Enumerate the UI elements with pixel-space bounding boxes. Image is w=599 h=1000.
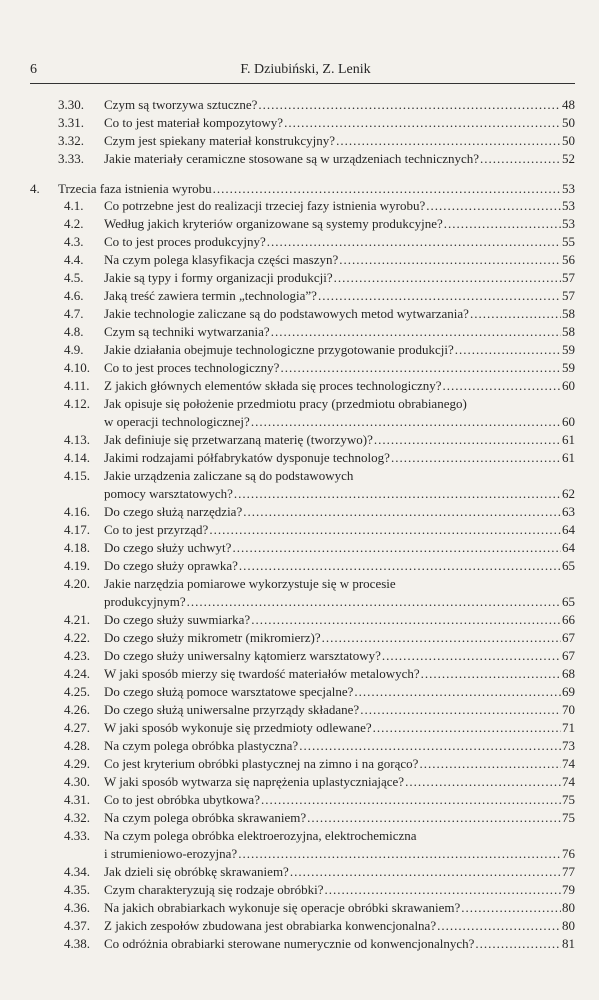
dot-leader	[461, 899, 561, 917]
dot-leader	[290, 863, 561, 881]
toc-entry-page: 60	[562, 378, 575, 393]
toc-entry-title: Jakie technologie zaliczane są do podstawowych metod wytwarzania?	[104, 306, 469, 321]
toc-entry-number: 3.30.	[58, 97, 84, 112]
toc-entry-page: 52	[562, 151, 575, 166]
toc-entry	[0, 773, 599, 791]
toc-entry-title: Na czym polega obróbka skrawaniem?	[104, 810, 307, 825]
toc-entry-page: 65	[562, 558, 575, 573]
toc-entry	[0, 114, 599, 132]
toc-entry	[0, 521, 599, 539]
toc-entry	[0, 431, 599, 449]
toc-entry-page: 70	[562, 702, 575, 717]
toc-entry	[0, 827, 599, 845]
dot-leader	[261, 791, 561, 809]
dot-leader	[391, 449, 561, 467]
toc-entry-title: W jaki sposób wytwarza się naprężenia uplastyczniające?	[104, 774, 405, 789]
dot-leader	[419, 755, 561, 773]
dot-leader	[443, 377, 561, 395]
toc-entry	[0, 377, 599, 395]
toc-entry	[0, 449, 599, 467]
toc-entry-number: 4.14.	[64, 450, 90, 465]
toc-entry-number: 4.	[30, 181, 40, 196]
toc-entry-page: 75	[562, 792, 575, 807]
toc-entry	[0, 845, 599, 863]
toc-entry-page: 74	[562, 774, 575, 789]
toc-entry	[0, 359, 599, 377]
dot-leader	[444, 215, 561, 233]
toc-entry-number: 4.9.	[64, 342, 84, 357]
toc-entry-title: Na jakich obrabiarkach wykonuje się operacje obróbki skrawaniem?	[104, 900, 461, 915]
toc-entry	[0, 305, 599, 323]
toc-entry	[0, 503, 599, 521]
dot-leader	[480, 150, 561, 168]
toc-entry	[0, 593, 599, 611]
toc-entry-title: Czym są techniki wytwarzania?	[104, 324, 270, 339]
toc-entry-number: 4.5.	[64, 270, 84, 285]
toc-entry	[0, 132, 599, 150]
toc-entry-page: 59	[562, 360, 575, 375]
dot-leader	[239, 557, 561, 575]
toc-entry	[0, 269, 599, 287]
toc-entry	[0, 701, 599, 719]
dot-leader	[280, 359, 561, 377]
toc-entry	[0, 665, 599, 683]
dot-leader	[318, 287, 561, 305]
dot-leader	[470, 305, 561, 323]
dot-leader	[284, 114, 561, 132]
toc-entry-page: 68	[562, 666, 575, 681]
toc-entry	[0, 233, 599, 251]
dot-leader	[251, 611, 561, 629]
toc-entry-title: Co to jest proces produkcyjny?	[104, 234, 266, 249]
toc-entry-page: 57	[562, 270, 575, 285]
dot-leader	[243, 503, 561, 521]
toc-entry-title: Jakie są typy i formy organizacji produkcji?	[104, 270, 333, 285]
toc-entry-number: 3.32.	[58, 133, 84, 148]
toc-entry	[0, 341, 599, 359]
toc-entry-number: 4.4.	[64, 252, 84, 267]
toc-entry-page: 67	[562, 648, 575, 663]
toc-entry-number: 4.13.	[64, 432, 90, 447]
dot-leader	[324, 881, 561, 899]
toc-entry-page: 63	[562, 504, 575, 519]
toc-entry-title: Do czego służą pomoce warsztatowe specjalne?	[104, 684, 354, 699]
toc-entry-page: 62	[562, 486, 575, 501]
toc-entry-page: 53	[562, 181, 575, 196]
toc-entry-page: 50	[562, 115, 575, 130]
toc-entry-number: 4.3.	[64, 234, 84, 249]
toc-entry-title: Do czego służy uchwyt?	[104, 540, 232, 555]
toc-entry-title: w operacji technologicznej?	[104, 414, 250, 429]
toc-entry-title: Na czym polega obróbka plastyczna?	[104, 738, 299, 753]
toc-entry	[0, 251, 599, 269]
toc-entry-title: Z jakich głównych elementów składa się proces technologiczny?	[104, 378, 442, 393]
toc-entry	[0, 611, 599, 629]
toc-entry-title: Jak definiuje się przetwarzaną materię (tworzywo)?	[104, 432, 373, 447]
toc-entry-number: 4.1.	[64, 198, 84, 213]
toc-entry	[0, 809, 599, 827]
dot-leader	[426, 197, 561, 215]
dot-leader	[258, 96, 561, 114]
toc-entry-number: 4.38.	[64, 936, 90, 951]
dot-leader	[336, 132, 561, 150]
toc-entry-page: 55	[562, 234, 575, 249]
toc-entry-number: 4.33.	[64, 828, 90, 843]
toc-entry	[0, 575, 599, 593]
toc-entry	[0, 737, 599, 755]
toc-entry-title: Co to jest materiał kompozytowy?	[104, 115, 284, 130]
toc-entry-page: 50	[562, 133, 575, 148]
toc-entry	[0, 647, 599, 665]
dot-leader	[374, 431, 561, 449]
toc-entry-title: Jakie materiały ceramiczne stosowane są w urządzeniach technicznych?	[104, 151, 480, 166]
toc-entry-page: 75	[562, 810, 575, 825]
toc-entry-number: 4.21.	[64, 612, 90, 627]
toc-entry	[0, 485, 599, 503]
toc-entry-page: 53	[562, 198, 575, 213]
toc-entry-title: Jakie narzędzia pomiarowe wykorzystuje się w procesie	[104, 576, 396, 591]
toc-entry-page: 67	[562, 630, 575, 645]
toc-entry-number: 4.19.	[64, 558, 90, 573]
dot-leader	[360, 701, 561, 719]
toc-entry-number: 4.31.	[64, 792, 90, 807]
toc-entry-title: Jaką treść zawiera termin „technologia”?	[104, 288, 317, 303]
toc-entry	[0, 683, 599, 701]
toc-entry-page: 59	[562, 342, 575, 357]
toc-entry	[0, 395, 599, 413]
toc-entry-number: 4.7.	[64, 306, 84, 321]
toc-entry-title: Jakie urządzenia zaliczane są do podstawowych	[104, 468, 354, 483]
toc-entry-title: Do czego służy uniwersalny kątomierz warsztatowy?	[104, 648, 381, 663]
toc-entry	[0, 863, 599, 881]
toc-entry-page: 65	[562, 594, 575, 609]
toc-entry-title: Do czego służą narzędzia?	[104, 504, 243, 519]
dot-leader	[322, 629, 561, 647]
page-number: 6	[30, 62, 37, 77]
toc-entry-number: 4.10.	[64, 360, 90, 375]
toc-entry	[0, 323, 599, 341]
toc-entry-title: Do czego służy oprawka?	[104, 558, 238, 573]
toc-entry-number: 4.35.	[64, 882, 90, 897]
toc-entry	[0, 197, 599, 215]
toc-entry	[0, 96, 599, 114]
toc-entry-title: Co odróżnia obrabiarki sterowane numerycznie od konwencjonalnych?	[104, 936, 475, 951]
toc-entry	[0, 881, 599, 899]
dot-leader	[234, 485, 561, 503]
toc-entry-number: 4.28.	[64, 738, 90, 753]
dot-leader	[421, 665, 561, 683]
toc-entry-number: 4.32.	[64, 810, 90, 825]
toc-entry-page: 71	[562, 720, 575, 735]
toc-entry-page: 81	[562, 936, 575, 951]
dot-leader	[238, 845, 561, 863]
dot-leader	[475, 935, 561, 953]
toc-entry-number: 4.20.	[64, 576, 90, 591]
toc-entry	[0, 413, 599, 431]
toc-entry-number: 4.8.	[64, 324, 84, 339]
toc-entry-title: Co jest kryterium obróbki plastycznej na zimno i na gorąco?	[104, 756, 419, 771]
toc-entry-number: 4.24.	[64, 666, 90, 681]
toc-entry-title: W jaki sposób mierzy się twardość materiałów metalowych?	[104, 666, 420, 681]
toc-entry-title: Co to jest proces technologiczny?	[104, 360, 280, 375]
toc-entry-title: Jakimi rodzajami półfabrykatów dysponuje technolog?	[104, 450, 390, 465]
toc-entry-page: 56	[562, 252, 575, 267]
dot-leader	[213, 180, 561, 198]
toc-entry-page: 58	[562, 324, 575, 339]
toc-entry-title: Do czego służy mikrometr (mikromierz)?	[104, 630, 321, 645]
toc-entry-number: 4.6.	[64, 288, 84, 303]
dot-leader	[232, 539, 561, 557]
toc-entry-number: 4.34.	[64, 864, 90, 879]
toc-entry	[0, 719, 599, 737]
toc-entry-title: Co to jest przyrząd?	[104, 522, 209, 537]
toc-entry	[0, 215, 599, 233]
toc-entry	[0, 557, 599, 575]
toc-entry	[0, 917, 599, 935]
toc-entry-title: Czym jest spiekany materiał konstrukcyjny?	[104, 133, 336, 148]
toc-entry-page: 80	[562, 900, 575, 915]
dot-leader	[299, 737, 561, 755]
toc-entry-number: 3.31.	[58, 115, 84, 130]
toc-entry-number: 4.30.	[64, 774, 90, 789]
toc-entry-title: Jakie działania obejmuje technologiczne przygotowanie produkcji?	[104, 342, 454, 357]
dot-leader	[354, 683, 561, 701]
toc-entry-page: 64	[562, 540, 575, 555]
toc-entry-page: 79	[562, 882, 575, 897]
dot-leader	[339, 251, 561, 269]
toc-entry-number: 4.27.	[64, 720, 90, 735]
toc-entry-title: i strumieniowo-erozyjna?	[104, 846, 238, 861]
toc-entry-page: 64	[562, 522, 575, 537]
toc-entry-title: W jaki sposób wykonuje się przedmioty odlewane?	[104, 720, 372, 735]
toc-entry	[0, 899, 599, 917]
running-head: F. Dziubiński, Z. Lenik	[240, 62, 371, 77]
toc-entry-title: Na czym polega klasyfikacja części maszyn?	[104, 252, 339, 267]
toc-entry-number: 4.2.	[64, 216, 84, 231]
toc-entry	[0, 467, 599, 485]
toc-entry-number: 3.33.	[58, 151, 84, 166]
dot-leader	[271, 323, 561, 341]
toc-entry-title: produkcyjnym?	[104, 594, 186, 609]
toc-entry	[0, 287, 599, 305]
toc-entry-page: 77	[562, 864, 575, 879]
toc-entry-number: 4.26.	[64, 702, 90, 717]
dot-leader	[437, 917, 561, 935]
toc-entry-number: 4.22.	[64, 630, 90, 645]
toc-entry-title: pomocy warsztatowych?	[104, 486, 233, 501]
toc-entry-title: Do czego służy suwmiarka?	[104, 612, 251, 627]
toc-entry-page: 73	[562, 738, 575, 753]
toc-entry-title: Czym charakteryzują się rodzaje obróbki?	[104, 882, 324, 897]
toc-entry-number: 4.12.	[64, 396, 90, 411]
dot-leader	[405, 773, 561, 791]
toc-entry	[0, 539, 599, 557]
toc-entry-title: Co potrzebne jest do realizacji trzeciej fazy istnienia wyrobu?	[104, 198, 426, 213]
toc-entry-page: 57	[562, 288, 575, 303]
toc-entry-page: 48	[562, 97, 575, 112]
dot-leader	[382, 647, 561, 665]
toc-entry-page: 58	[562, 306, 575, 321]
toc-entry-page: 76	[562, 846, 575, 861]
toc-entry-number: 4.36.	[64, 900, 90, 915]
toc-entry-number: 4.29.	[64, 756, 90, 771]
toc-entry-number: 4.37.	[64, 918, 90, 933]
toc-entry-number: 4.11.	[64, 378, 90, 393]
toc-entry	[0, 180, 599, 198]
dot-leader	[187, 593, 561, 611]
dot-leader	[334, 269, 561, 287]
dot-leader	[209, 521, 561, 539]
toc-entry-page: 61	[562, 450, 575, 465]
toc-entry-page: 74	[562, 756, 575, 771]
toc-entry-number: 4.25.	[64, 684, 90, 699]
dot-leader	[251, 413, 561, 431]
toc-entry-page: 60	[562, 414, 575, 429]
toc-entry	[0, 935, 599, 953]
toc-entry-title: Według jakich kryteriów organizowane są systemy produkcyjne?	[104, 216, 443, 231]
dot-leader	[373, 719, 561, 737]
toc-entry-number: 4.18.	[64, 540, 90, 555]
toc-entry-title: Czym są tworzywa sztuczne?	[104, 97, 258, 112]
toc-entry-title: Do czego służą uniwersalne przyrządy składane?	[104, 702, 360, 717]
dot-leader	[455, 341, 561, 359]
toc-entry-number: 4.17.	[64, 522, 90, 537]
toc-entry-page: 69	[562, 684, 575, 699]
toc-entry-page: 53	[562, 216, 575, 231]
dot-leader	[267, 233, 561, 251]
toc-entry-page: 80	[562, 918, 575, 933]
toc-entry-page: 66	[562, 612, 575, 627]
toc-entry-title: Na czym polega obróbka elektroerozyjna, elektrochemiczna	[104, 828, 417, 843]
toc-entry-title: Trzecia faza istnienia wyrobu	[58, 181, 212, 196]
toc-entry-number: 4.15.	[64, 468, 90, 483]
toc-entry-title: Co to jest obróbka ubytkowa?	[104, 792, 260, 807]
toc-entry-number: 4.16.	[64, 504, 90, 519]
toc-entry	[0, 150, 599, 168]
toc-entry-number: 4.23.	[64, 648, 90, 663]
toc-entry-page: 61	[562, 432, 575, 447]
toc-entry-title: Jak dzieli się obróbkę skrawaniem?	[104, 864, 289, 879]
dot-leader	[307, 809, 561, 827]
toc-entry	[0, 791, 599, 809]
toc-entry-title: Jak opisuje się położenie przedmiotu pracy (przedmiotu obrabianego)	[104, 396, 467, 411]
toc-entry	[0, 755, 599, 773]
toc-entry	[0, 629, 599, 647]
toc-entry-title: Z jakich zespołów zbudowana jest obrabiarka konwencjonalna?	[104, 918, 437, 933]
